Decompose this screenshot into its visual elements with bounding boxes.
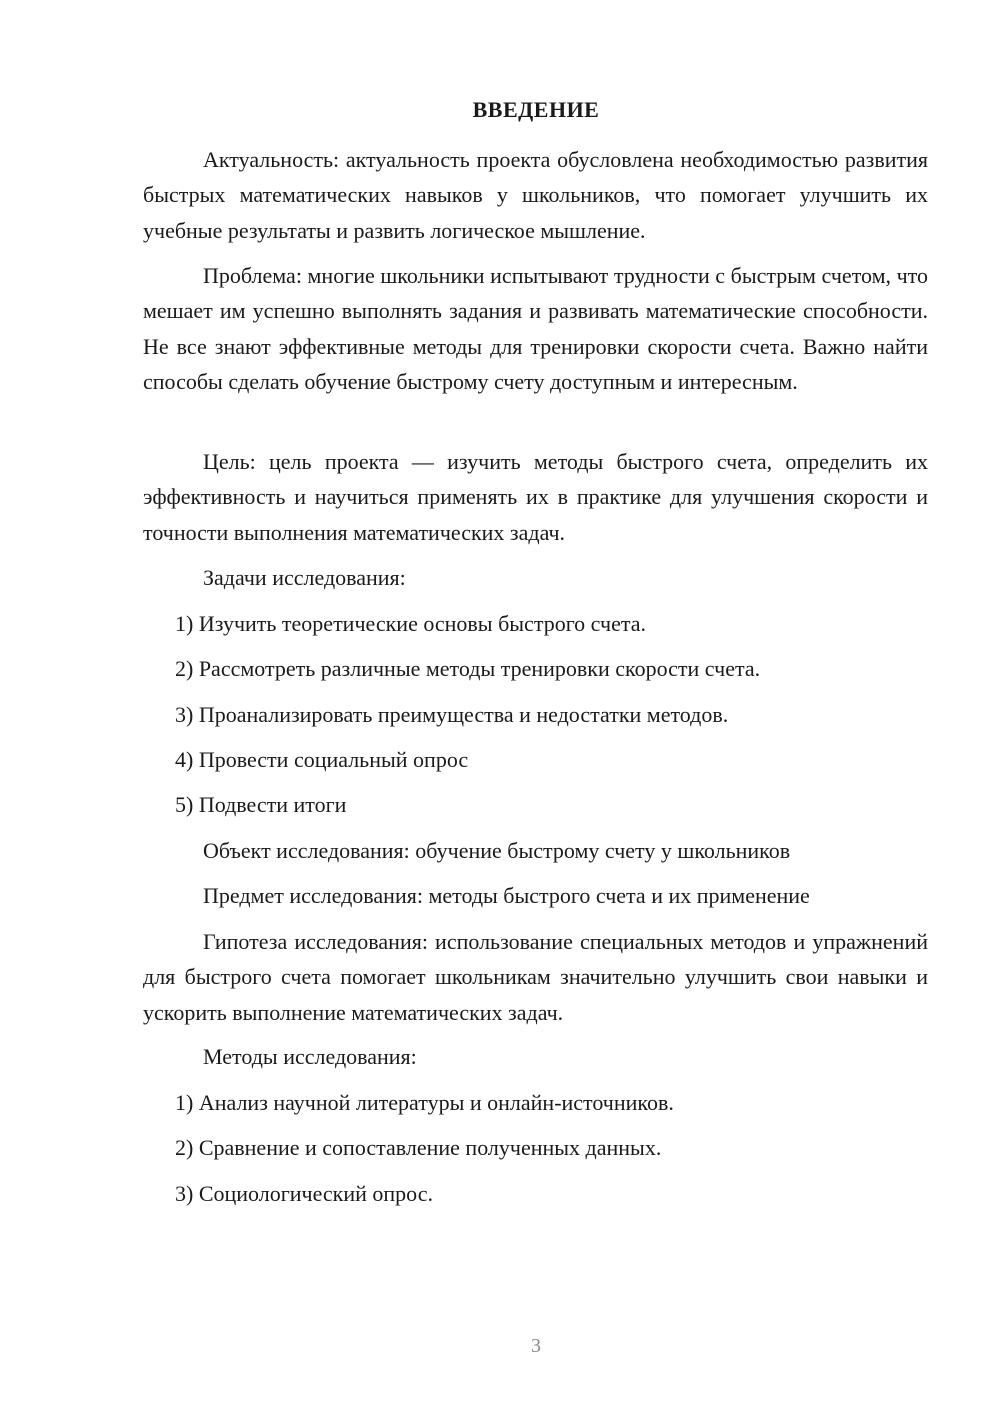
tasks-label: Задачи исследования: [203,565,406,590]
task-item-1: 1) Изучить теоретические основы быстрого счета. [175,611,646,636]
relevance-paragraph: Актуальность: актуальность проекта обусловлена необходимостью развития быстрых математических навыков у школьников, что помогает улучшить их учебные результаты и развить логическое мышление. [143,147,928,243]
hypothesis-paragraph: Гипотеза исследования: использование специальных методов и упражнений для быстрого счета помогает школьникам значительно улучшить свои навыки и ускорить выполнение математических задач. [143,929,928,1025]
task-item-2: 2) Рассмотреть различные методы тренировки скорости счета. [175,656,761,681]
task-item-3: 3) Проанализировать преимущества и недостатки методов. [175,702,729,727]
goal-paragraph: Цель: цель проекта — изучить методы быстрого счета, определить их эффективность и научиться применять их в практике для улучшения скорости и точности выполнения математических задач. [143,449,928,545]
page-number: 3 [531,1335,541,1357]
task-item-4: 4) Провести социальный опрос [175,747,469,772]
task-item-5: 5) Подвести итоги [175,792,347,817]
method-item-1: 1) Анализ научной литературы и онлайн-источников. [175,1090,674,1115]
method-item-3: 3) Социологический опрос. [175,1181,433,1206]
problem-paragraph: Проблема: многие школьники испытывают трудности с быстрым счетом, что мешает им успешно выполнять задания и развивать математические способности. Не все знают эффективные методы для тренировки скорости счета. Важно найти способы сделать обучение быстрому счету доступным и интересным. [143,263,928,394]
research-object: Объект исследования: обучение быстрому счету у школьников [203,838,791,863]
section-heading: ВВЕДЕНИЕ [472,97,600,122]
methods-label: Методы исследования: [203,1044,417,1069]
method-item-2: 2) Сравнение и сопоставление полученных данных. [175,1135,662,1160]
research-subject: Предмет исследования: методы быстрого счета и их применение [203,883,810,908]
